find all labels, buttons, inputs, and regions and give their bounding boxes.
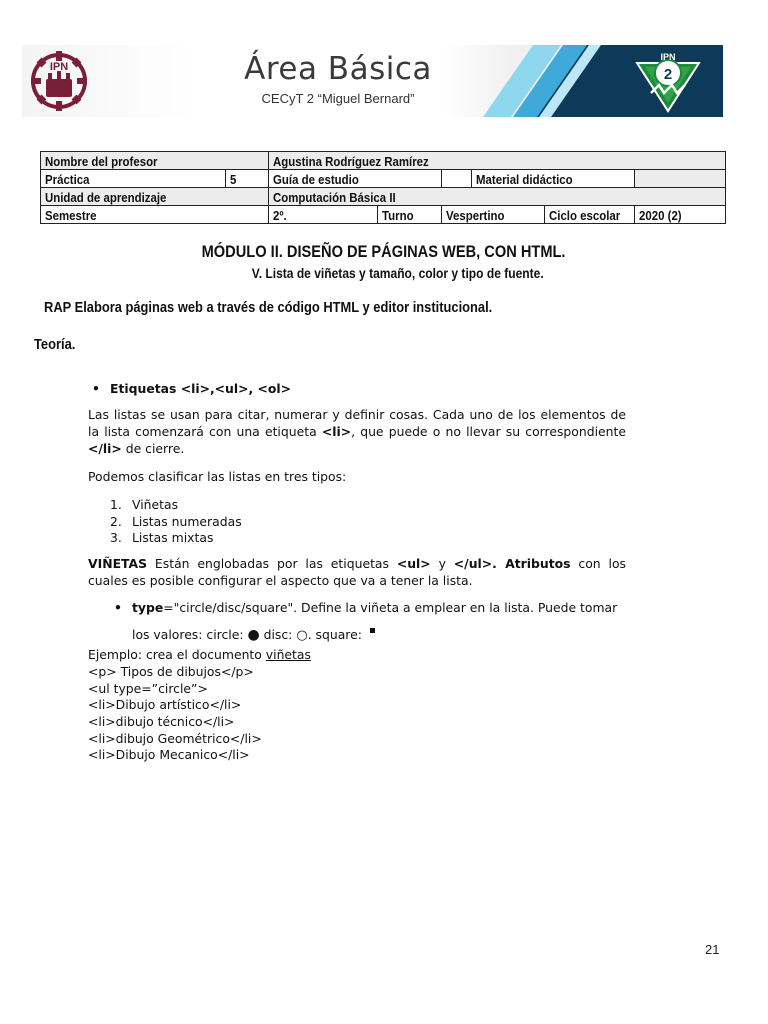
ipn-logo-icon <box>30 49 88 111</box>
turno-value: Vespertino <box>442 206 545 223</box>
bullet-values-line: los valores: circle: ● disc: ○. square: <box>132 626 375 644</box>
semestre-turno-cell <box>269 206 442 224</box>
square-icon <box>370 628 375 633</box>
turno-value-cell <box>442 206 635 224</box>
guia-label-cell: Guía de estudio <box>269 170 442 188</box>
code-line: <li>dibujo Geométrico</li> <box>88 730 262 746</box>
material-label-cell: Material didáctico <box>472 170 635 188</box>
rap-heading: RAP Elabora páginas web a través de código HTML y editor institucional. <box>44 299 493 316</box>
code-line: <li>Dibujo artístico</li> <box>88 697 242 713</box>
code-line: <li>Dibujo Mecanico</li> <box>88 747 250 763</box>
teoria-heading: Teoría. <box>34 336 76 353</box>
vinetas-paragraph: VIÑETAS Están englobadas por las etiquetas <ul> y </ul>. Atributos con los cuales es posible configurar el aspecto que va a tener la lista. <box>88 556 626 588</box>
material-check-cell <box>635 170 726 188</box>
svg-text:IPN: IPN <box>49 61 69 73</box>
table-row <box>41 206 726 224</box>
list-types-intro: Podemos clasificar las listas en tres tipos: <box>88 469 347 484</box>
profesor-label-cell: Nombre del profesor <box>41 152 269 170</box>
practica-value-cell: 5 <box>225 170 269 188</box>
page-number: 21 <box>705 942 720 957</box>
course-info-table <box>40 151 726 224</box>
svg-text:IPN: IPN <box>660 52 676 62</box>
table-row <box>41 152 726 170</box>
list-item: 2. Listas numeradas <box>110 513 242 529</box>
list-item: 1. Viñetas <box>110 497 179 512</box>
cecyt-logo-icon <box>631 49 705 113</box>
code-example <box>88 663 262 763</box>
example-line: Ejemplo: crea el documento viñetas <box>88 647 311 662</box>
code-line: <p> Tipos de dibujos</p> <box>88 664 254 679</box>
code-line: <ul type=”circle”> <box>88 680 208 696</box>
table-row <box>41 170 726 188</box>
unidad-value-cell: Computación Básica II <box>269 188 726 206</box>
list-types-list <box>110 496 242 546</box>
banner-subtitle: CECyT 2 “Miguel Bernard” <box>261 91 415 106</box>
guia-check-cell <box>442 170 472 188</box>
ciclo-label: Ciclo escolar <box>549 208 621 223</box>
turno-label: Turno <box>382 208 414 223</box>
ciclo-value-cell: 2020 (2) <box>635 206 726 224</box>
filled-circle-icon: ● <box>247 627 260 643</box>
module-title: MÓDULO II. DISEÑO DE PÁGINAS WEB, CON HTML. <box>202 242 566 261</box>
table-row <box>41 188 726 206</box>
semestre-value: 2º. <box>269 206 378 223</box>
bullet-icon: • <box>114 600 122 615</box>
profesor-value-cell: Agustina Rodríguez Ramírez <box>269 152 726 170</box>
tags-heading: • Etiquetas <li>,<ul>, <ol> <box>92 381 292 396</box>
lists-intro-paragraph: Las listas se usan para citar, numerar y definir cosas. Cada uno de los elementos de la lista comenzará con una etiqueta <li>, que puede o no llevar su correspondiente </li> de cierre. <box>88 407 626 456</box>
unidad-label-cell: Unidad de aprendizaje <box>41 188 269 206</box>
type-attribute-item: • type="circle/disc/square". Define la viñeta a emplear en la lista. Puede tomar <box>114 600 618 615</box>
list-item: 3. Listas mixtas <box>110 530 214 545</box>
header-banner <box>22 45 723 117</box>
svg-text:2: 2 <box>663 66 673 83</box>
code-line: <li>dibujo técnico</li> <box>88 714 235 730</box>
module-subtitle: V. Lista de viñetas y tamaño, color y tipo de fuente. <box>252 265 544 281</box>
semestre-label-cell: Semestre <box>41 206 269 224</box>
hollow-circle-icon: ○ <box>296 628 308 643</box>
bullet-icon: • <box>92 381 100 396</box>
banner-title: Área Básica <box>244 51 432 87</box>
practica-label-cell: Práctica <box>41 170 226 188</box>
